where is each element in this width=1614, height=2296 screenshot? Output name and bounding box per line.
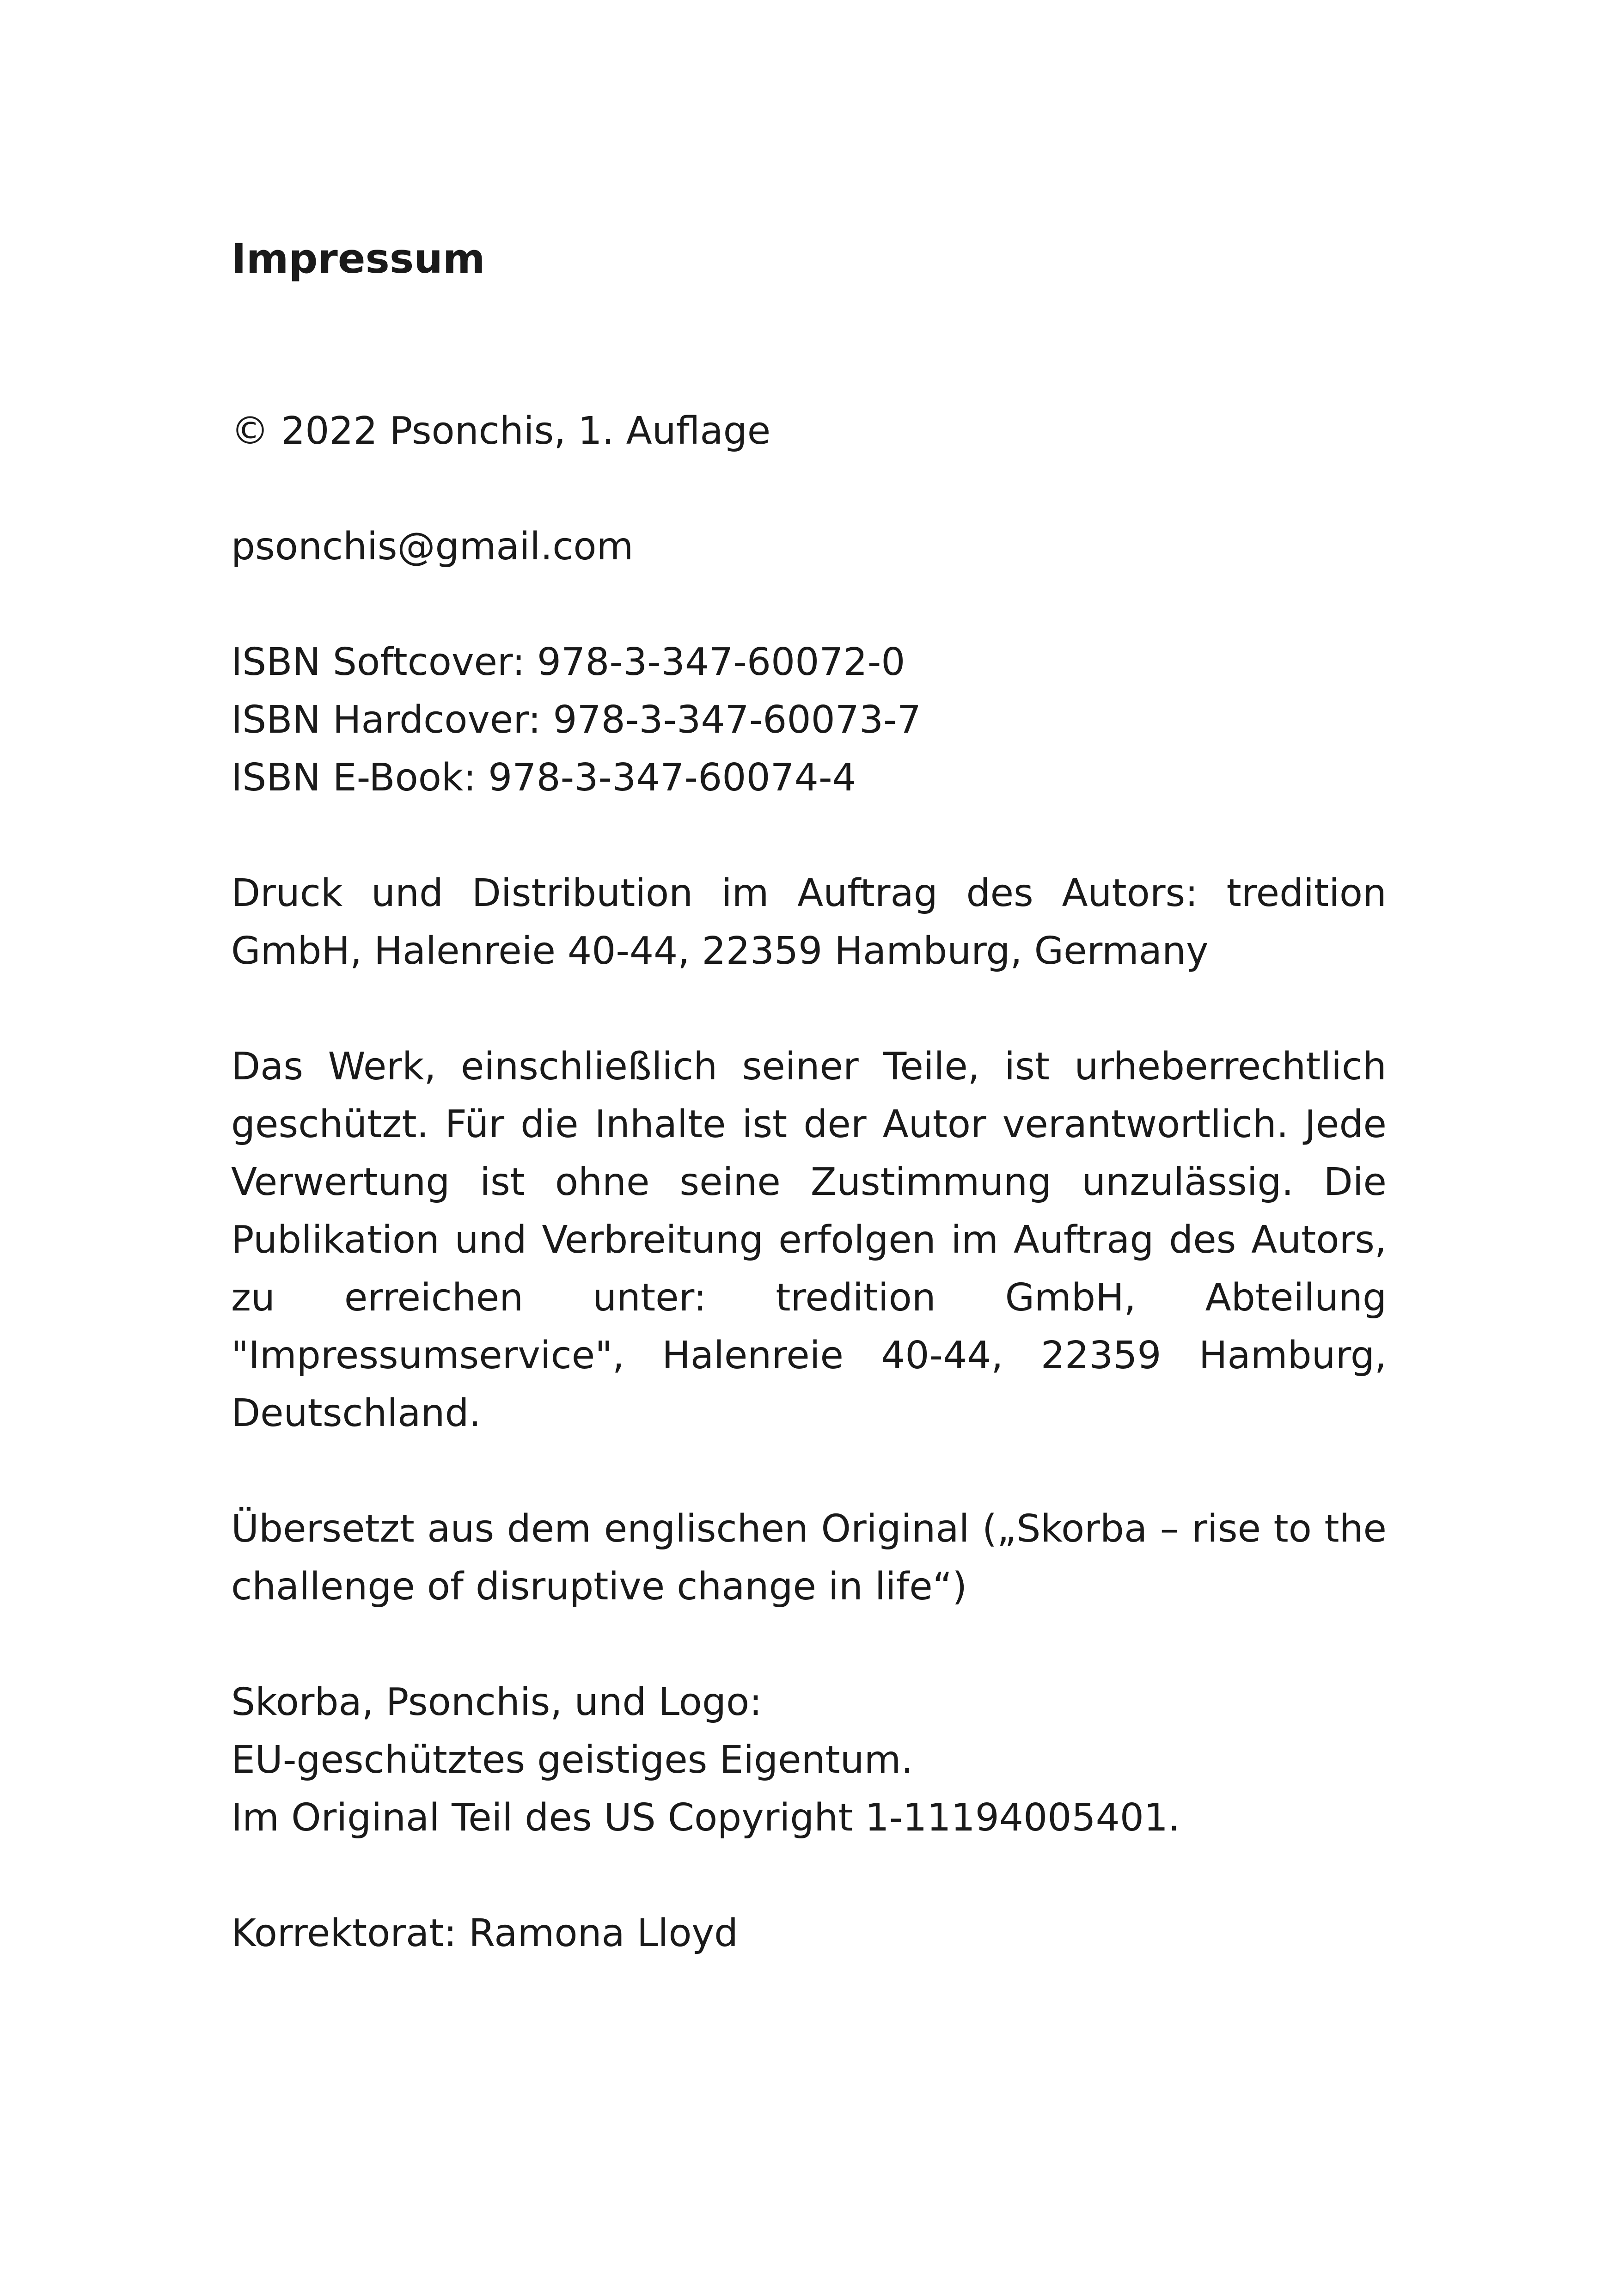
ip-line-3: Im Original Teil des US Copyright 1-11194005401. bbox=[231, 1796, 1180, 1840]
isbn-softcover: ISBN Softcover: 978-3-347-60072-0 bbox=[231, 640, 905, 684]
isbn-block bbox=[231, 633, 921, 807]
isbn-hardcover: ISBN Hardcover: 978-3-347-60073-7 bbox=[231, 698, 921, 742]
ip-line-1: Skorba, Psonchis, und Logo: bbox=[231, 1680, 762, 1724]
legal-notice-paragraph: Das Werk, einschließlich seiner Teile, ist urheberrechtlich geschützt. Für die Inhalte ist der Autor verantwortlich. Jede Verwertung ist ohne seine Zustimmung unzulässig. Die Publikation und Verbreitung erfolgen im Auftrag des Autors, zu erreichen unter: tredition GmbH, Abteilung "Impressumservice", Halenreie 40-44, 22359 Hamburg, Deutschland. bbox=[231, 1045, 1387, 1435]
page-title: Impressum bbox=[231, 235, 485, 282]
isbn-ebook: ISBN E-Book: 978-3-347-60074-4 bbox=[231, 756, 856, 800]
email-link[interactable]: psonchis@gmail.com bbox=[231, 525, 634, 569]
proofreading-line: Korrektorat: Ramona Lloyd bbox=[231, 1911, 739, 1955]
intellectual-property-block bbox=[231, 1673, 1180, 1847]
translation-note-paragraph: Übersetzt aus dem englischen Original („Skorba – rise to the challenge of disruptive change in life“) bbox=[231, 1507, 1387, 1609]
copyright-line: © 2022 Psonchis, 1. Auflage bbox=[231, 409, 771, 453]
print-distribution-paragraph: Druck und Distribution im Auftrag des Autors: tredition GmbH, Halenreie 40-44, 22359 Hamburg, Germany bbox=[231, 871, 1387, 973]
ip-line-2: EU-geschütztes geistiges Eigentum. bbox=[231, 1738, 913, 1782]
